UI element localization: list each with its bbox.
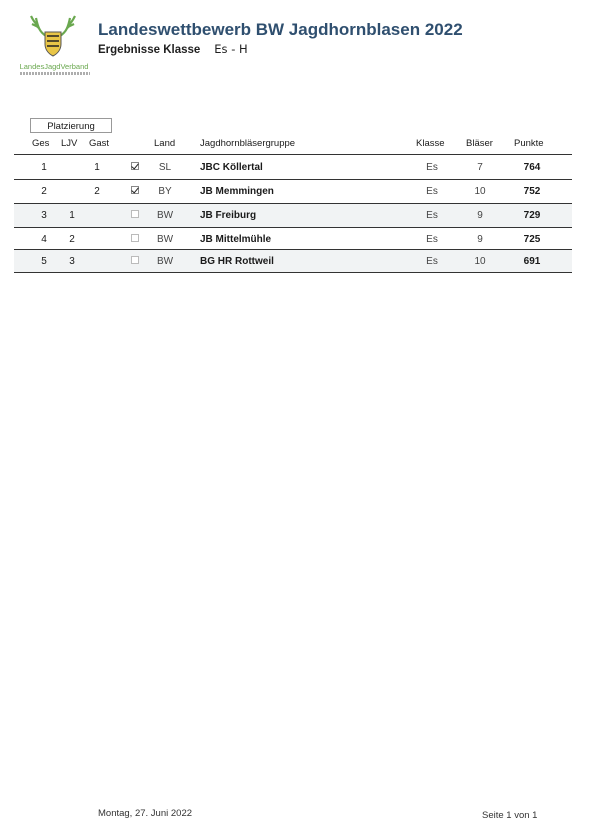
cell-ges: 1 [41, 162, 47, 173]
cell-blaeser: 10 [474, 186, 486, 197]
guest-checkbox [131, 256, 139, 264]
cell-punkte: 725 [523, 234, 541, 245]
cell-land: BW [156, 256, 174, 267]
cell-klasse: Es [426, 234, 438, 245]
cell-blaeser: 9 [477, 210, 483, 221]
cell-land: BW [156, 234, 174, 245]
col-header-land: Land [154, 138, 176, 149]
logo-tagline-decoration [20, 72, 90, 75]
cell-blaeser: 10 [474, 256, 486, 267]
cell-gruppe: BG HR Rottweil [200, 256, 274, 267]
cell-klasse: Es [426, 162, 438, 173]
cell-blaeser: 9 [477, 234, 483, 245]
footer-page-number: Seite 1 von 1 [482, 810, 538, 821]
cell-land: BY [158, 186, 172, 197]
page-title: Landeswettbewerb BW Jagdhornblasen 2022 [98, 20, 463, 39]
cell-punkte: 729 [523, 210, 541, 221]
table-row [14, 180, 572, 203]
cell-punkte: 691 [523, 256, 541, 267]
cell-ljv: 3 [69, 256, 75, 267]
col-header-punkte: Punkte [514, 138, 544, 149]
cell-punkte: 764 [523, 162, 541, 173]
table-row [14, 204, 572, 227]
guest-checkbox [131, 186, 139, 194]
table-row [14, 156, 572, 179]
platzierung-group-header: Platzierung [30, 118, 112, 133]
cell-ges: 5 [41, 256, 47, 267]
cell-ges: 3 [41, 210, 47, 221]
cell-klasse: Es [426, 210, 438, 221]
page-subtitle [98, 42, 248, 56]
cell-gast: 2 [94, 186, 100, 197]
cell-blaeser: 7 [477, 162, 483, 173]
cell-gast: 1 [94, 162, 100, 173]
subtitle-label: Ergebnisse Klasse [98, 44, 201, 56]
cell-ges: 2 [41, 186, 47, 197]
logo-text: LandesJagdVerband [19, 62, 89, 71]
cell-klasse: Es [426, 256, 438, 267]
col-header-ljv: LJV [61, 138, 78, 149]
cell-gruppe: JB Mittelmühle [200, 234, 272, 245]
cell-ljv: 1 [69, 210, 75, 221]
col-header-gast: Gast [89, 138, 110, 149]
col-header-klasse: Klasse [416, 138, 445, 149]
cell-gruppe: JBC Köllertal [200, 162, 263, 173]
table-bottom-rule [14, 272, 572, 273]
col-header-ges: Ges [32, 138, 50, 149]
landesjagdverband-logo [14, 14, 94, 84]
cell-gruppe: JB Memmingen [200, 186, 274, 197]
cell-gruppe: JB Freiburg [200, 210, 257, 221]
cell-land: BW [156, 210, 174, 221]
guest-checkbox [131, 210, 139, 218]
cell-land: SL [158, 162, 172, 173]
cell-klasse: Es [426, 186, 438, 197]
guest-checkbox [131, 234, 139, 242]
deer-antler-crest-icon [28, 14, 78, 60]
cell-ljv: 2 [69, 234, 75, 245]
table-row [14, 228, 572, 251]
header-rule [14, 154, 572, 155]
subtitle-klasse: Es - H [214, 42, 248, 56]
col-header-gruppe: Jagdhornbläsergruppe [200, 138, 296, 149]
cell-ges: 4 [41, 234, 47, 245]
guest-checkbox [131, 162, 139, 170]
cell-punkte: 752 [523, 186, 541, 197]
footer-date: Montag, 27. Juni 2022 [98, 808, 193, 819]
col-header-blaeser: Bläser [466, 138, 493, 149]
table-row [14, 250, 572, 273]
